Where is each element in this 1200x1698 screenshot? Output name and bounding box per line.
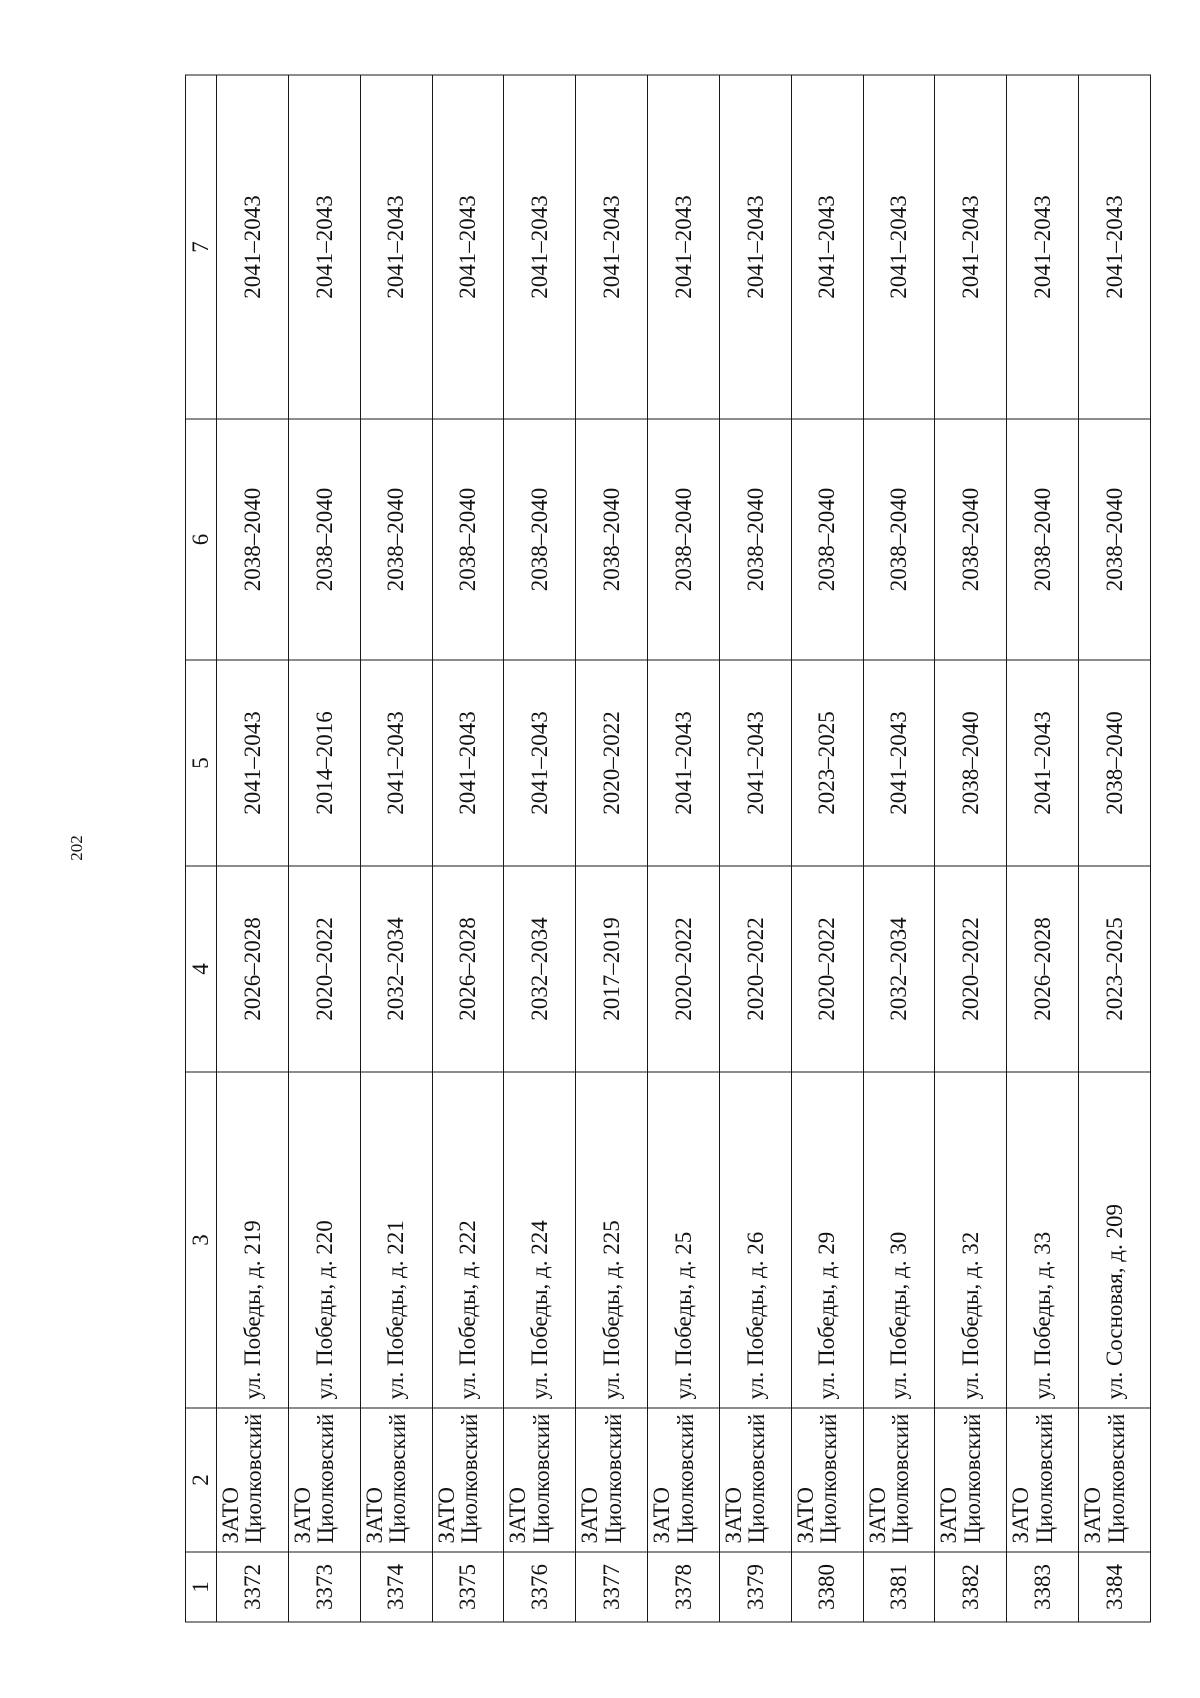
municipality-line2: Циолковский (744, 1413, 770, 1544)
period-cell-4: 2032–2034 (863, 866, 935, 1072)
municipality-line1: ЗАТО (218, 1487, 243, 1544)
municipality-line2: Циолковский (528, 1413, 554, 1544)
period-cell-4: 2020–2022 (648, 866, 720, 1072)
table-row (1007, 75, 1079, 1622)
row-number: 3383 (1007, 1552, 1079, 1622)
period-cell-7: 2041–2043 (217, 75, 289, 419)
period-cell-6: 2038–2040 (1007, 419, 1079, 660)
municipality-cell (576, 1408, 648, 1552)
period-cell-6: 2038–2040 (432, 419, 504, 660)
period-cell-4: 2026–2028 (432, 866, 504, 1072)
municipality-line2: Циолковский (816, 1413, 842, 1544)
municipality-cell (504, 1408, 576, 1552)
municipality-line2: Циолковский (1103, 1413, 1129, 1544)
period-cell-4: 2020–2022 (791, 866, 863, 1072)
municipality-cell (217, 1408, 289, 1552)
period-cell-7: 2041–2043 (719, 75, 791, 419)
municipality-cell (432, 1408, 504, 1552)
row-number: 3379 (719, 1552, 791, 1622)
period-cell-5: 2038–2040 (1079, 660, 1151, 866)
period-cell-5: 2041–2043 (719, 660, 791, 866)
municipality-line2: Циолковский (672, 1413, 698, 1544)
table-header-row (186, 75, 217, 1622)
period-cell-4: 2032–2034 (504, 866, 576, 1072)
period-cell-6: 2038–2040 (288, 419, 360, 660)
address-cell: ул. Победы, д. 25 (648, 1072, 720, 1408)
period-cell-6: 2038–2040 (576, 419, 648, 660)
table-row (1079, 75, 1151, 1622)
municipality-line2: Циолковский (456, 1413, 482, 1544)
municipality-line1: ЗАТО (720, 1487, 746, 1544)
period-cell-4: 2023–2025 (1079, 866, 1151, 1072)
document-table-wrapper (185, 76, 1151, 1623)
period-cell-5: 2041–2043 (217, 660, 289, 866)
municipality-cell (360, 1408, 432, 1552)
period-cell-7: 2041–2043 (288, 75, 360, 419)
column-header-7: 7 (186, 75, 217, 419)
row-number: 3384 (1079, 1552, 1151, 1622)
period-cell-7: 2041–2043 (576, 75, 648, 419)
column-header-1: 1 (186, 1552, 217, 1622)
period-cell-6: 2038–2040 (791, 419, 863, 660)
period-cell-5: 2041–2043 (432, 660, 504, 866)
row-number: 3373 (288, 1552, 360, 1622)
municipality-line1: ЗАТО (1008, 1487, 1034, 1544)
municipality-line1: ЗАТО (792, 1487, 818, 1544)
table-row (648, 75, 720, 1622)
address-cell: ул. Победы, д. 32 (935, 1072, 1007, 1408)
table-row (288, 75, 360, 1622)
municipality-line1: ЗАТО (864, 1487, 890, 1544)
municipality-line1: ЗАТО (289, 1487, 315, 1544)
period-cell-7: 2041–2043 (432, 75, 504, 419)
row-number: 3375 (432, 1552, 504, 1622)
period-cell-5: 2041–2043 (1007, 660, 1079, 866)
period-cell-5: 2041–2043 (504, 660, 576, 866)
address-cell: ул. Победы, д. 222 (432, 1072, 504, 1408)
period-cell-6: 2038–2040 (504, 419, 576, 660)
municipality-line1: ЗАТО (649, 1487, 675, 1544)
municipality-line1: ЗАТО (361, 1487, 387, 1544)
row-number: 3376 (504, 1552, 576, 1622)
table-row (863, 75, 935, 1622)
address-cell: ул. Победы, д. 221 (360, 1072, 432, 1408)
municipality-cell (863, 1408, 935, 1552)
address-cell: ул. Победы, д. 220 (288, 1072, 360, 1408)
row-number: 3380 (791, 1552, 863, 1622)
municipality-cell (1007, 1408, 1079, 1552)
table-row (576, 75, 648, 1622)
municipality-line1: ЗАТО (577, 1487, 603, 1544)
period-cell-7: 2041–2043 (360, 75, 432, 419)
period-cell-4: 2026–2028 (1007, 866, 1079, 1072)
period-cell-7: 2041–2043 (935, 75, 1007, 419)
period-cell-7: 2041–2043 (791, 75, 863, 419)
column-header-3: 3 (186, 1072, 217, 1408)
row-number: 3372 (217, 1552, 289, 1622)
period-cell-6: 2038–2040 (863, 419, 935, 660)
municipality-cell (791, 1408, 863, 1552)
table-row (504, 75, 576, 1622)
municipality-line2: Циолковский (313, 1413, 339, 1544)
period-cell-6: 2038–2040 (935, 419, 1007, 660)
period-cell-5: 2041–2043 (863, 660, 935, 866)
period-cell-7: 2041–2043 (863, 75, 935, 419)
period-cell-5: 2020–2022 (576, 660, 648, 866)
row-number: 3378 (648, 1552, 720, 1622)
column-header-6: 6 (186, 419, 217, 660)
period-cell-5: 2014–2016 (288, 660, 360, 866)
row-number: 3374 (360, 1552, 432, 1622)
document-table (185, 75, 1151, 1623)
table-row (791, 75, 863, 1622)
municipality-line2: Циолковский (385, 1413, 411, 1544)
table-row (432, 75, 504, 1622)
period-cell-6: 2038–2040 (648, 419, 720, 660)
address-cell: ул. Победы, д. 30 (863, 1072, 935, 1408)
row-number: 3381 (863, 1552, 935, 1622)
period-cell-4: 2020–2022 (719, 866, 791, 1072)
period-cell-6: 2038–2040 (217, 419, 289, 660)
municipality-cell (1079, 1408, 1151, 1552)
period-cell-5: 2023–2025 (791, 660, 863, 866)
column-header-2: 2 (186, 1408, 217, 1552)
municipality-cell (935, 1408, 1007, 1552)
period-cell-7: 2041–2043 (504, 75, 576, 419)
table-row (935, 75, 1007, 1622)
page-number: 202 (67, 835, 86, 861)
municipality-line2: Циолковский (600, 1413, 626, 1544)
column-header-5: 5 (186, 660, 217, 866)
municipality-cell (288, 1408, 360, 1552)
period-cell-4: 2017–2019 (576, 866, 648, 1072)
address-cell: ул. Победы, д. 26 (719, 1072, 791, 1408)
address-cell: ул. Победы, д. 29 (791, 1072, 863, 1408)
municipality-line2: Циолковский (959, 1413, 985, 1544)
period-cell-4: 2026–2028 (217, 866, 289, 1072)
row-number: 3377 (576, 1552, 648, 1622)
municipality-line2: Циолковский (888, 1413, 914, 1544)
period-cell-7: 2041–2043 (648, 75, 720, 419)
period-cell-7: 2041–2043 (1079, 75, 1151, 419)
address-cell: ул. Победы, д. 225 (576, 1072, 648, 1408)
period-cell-5: 2038–2040 (935, 660, 1007, 866)
period-cell-6: 2038–2040 (360, 419, 432, 660)
table-row (360, 75, 432, 1622)
period-cell-5: 2041–2043 (648, 660, 720, 866)
municipality-line1: ЗАТО (505, 1487, 531, 1544)
municipality-line2: Циолковский (241, 1413, 267, 1544)
period-cell-6: 2038–2040 (1079, 419, 1151, 660)
period-cell-4: 2020–2022 (935, 866, 1007, 1072)
address-cell: ул. Сосновая, д. 209 (1079, 1072, 1151, 1408)
municipality-line1: ЗАТО (1080, 1487, 1106, 1544)
period-cell-7: 2041–2043 (1007, 75, 1079, 419)
address-cell: ул. Победы, д. 219 (217, 1072, 289, 1408)
municipality-line1: ЗАТО (936, 1487, 962, 1544)
period-cell-5: 2041–2043 (360, 660, 432, 866)
table-row (217, 75, 289, 1622)
address-cell: ул. Победы, д. 33 (1007, 1072, 1079, 1408)
period-cell-6: 2038–2040 (719, 419, 791, 660)
municipality-line2: Циолковский (1031, 1413, 1057, 1544)
row-number: 3382 (935, 1552, 1007, 1622)
period-cell-4: 2020–2022 (288, 866, 360, 1072)
municipality-line1: ЗАТО (433, 1487, 459, 1544)
municipality-cell (648, 1408, 720, 1552)
period-cell-4: 2032–2034 (360, 866, 432, 1072)
municipality-cell (719, 1408, 791, 1552)
column-header-4: 4 (186, 866, 217, 1072)
table-row (719, 75, 791, 1622)
address-cell: ул. Победы, д. 224 (504, 1072, 576, 1408)
